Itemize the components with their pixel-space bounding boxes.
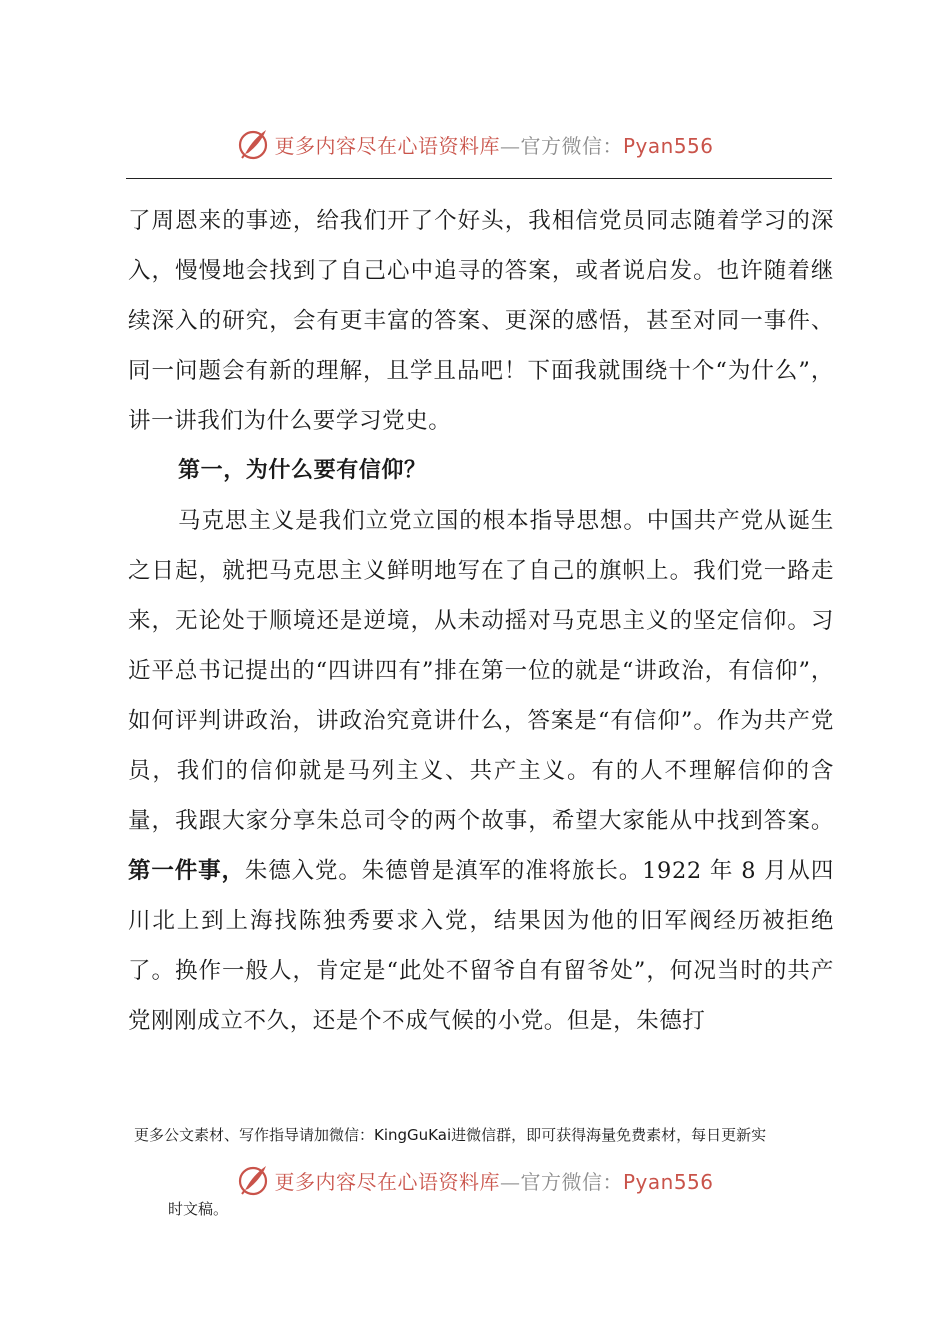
paragraph-marxism-part1: 马克思主义是我们立党立国的根本指导思想。中国共产党从诞生之日起，就把马克思主义鲜明地写在了自己的旗帜上。我们党一路走来，无论处于顺境还是逆境，从未动摇对马克思主义的坚定信仰。习近平总书记提出的“四讲四有”排在第一位的就是“讲政治，有信仰”，如何评判讲政治，讲政治究竟讲什么，答案是“有信仰”。作为共产党员，我们的信仰就是马列主义、共产主义。有的人不理解信仰的含量，我跟大家分享朱总司令的两个故事，希望大家能从中找到答案。	[128, 508, 834, 834]
document-body	[128, 196, 834, 1046]
footer-watermark-dash: —	[499, 1169, 521, 1194]
watermark-official: 官方微信：	[520, 133, 623, 158]
footer-note-tail: 时文稿。	[168, 1200, 229, 1218]
footer-note-before: 更多公文素材、写作指导请加微信：	[134, 1126, 375, 1144]
quill-pen-logo-icon	[236, 1163, 270, 1197]
footer-watermark	[0, 1160, 950, 1200]
header-watermark	[0, 124, 950, 164]
watermark-line	[274, 130, 713, 159]
header-divider	[126, 178, 832, 179]
paragraph-marxism	[128, 496, 834, 1046]
watermark-main: 更多内容尽在心语资料库	[274, 133, 500, 158]
watermark-wechat-id: Pyan556	[622, 133, 714, 158]
footer-watermark-main: 更多内容尽在心语资料库	[274, 1169, 500, 1194]
footer-note-wechat: KingGuKai	[374, 1126, 452, 1144]
paragraph-continued: 了周恩来的事迹，给我们开了个好头，我相信党员同志随着学习的深入，慢慢地会找到了自己心中追寻的答案，或者说启发。也许随着继续深入的研究，会有更丰富的答案、更深的感悟，甚至对同一事件、同一问题会有新的理解，且学且品吧！下面我就围绕十个“为什么”，讲一讲我们为什么要学习党史。	[128, 208, 834, 434]
footer-watermark-wechat-id: Pyan556	[622, 1169, 714, 1194]
section-heading: 第一，为什么要有信仰？	[178, 458, 427, 483]
paragraph-marxism-part2: 朱德入党。朱德曾是滇军的准将旅长。1922 年 8 月从四川北上到上海找陈独秀要求入党，结果因为他的旧军阀经历被拒绝了。换作一般人，肯定是“此处不留爷自有留爷处”，何况当时的共产党刚刚成立不久，还是个不成气候的小党。但是，朱德打	[128, 858, 834, 1034]
footer-note-after: 进微信群，即可获得海量免费素材，每日更新实	[451, 1126, 767, 1144]
footer-watermark-line	[274, 1166, 713, 1195]
watermark-dash: —	[499, 133, 521, 158]
footer-watermark-official: 官方微信：	[520, 1169, 623, 1194]
paragraph-marxism-bold: 第一件事，	[128, 858, 245, 884]
footer-note	[134, 1122, 834, 1148]
quill-pen-logo-icon	[236, 127, 270, 161]
